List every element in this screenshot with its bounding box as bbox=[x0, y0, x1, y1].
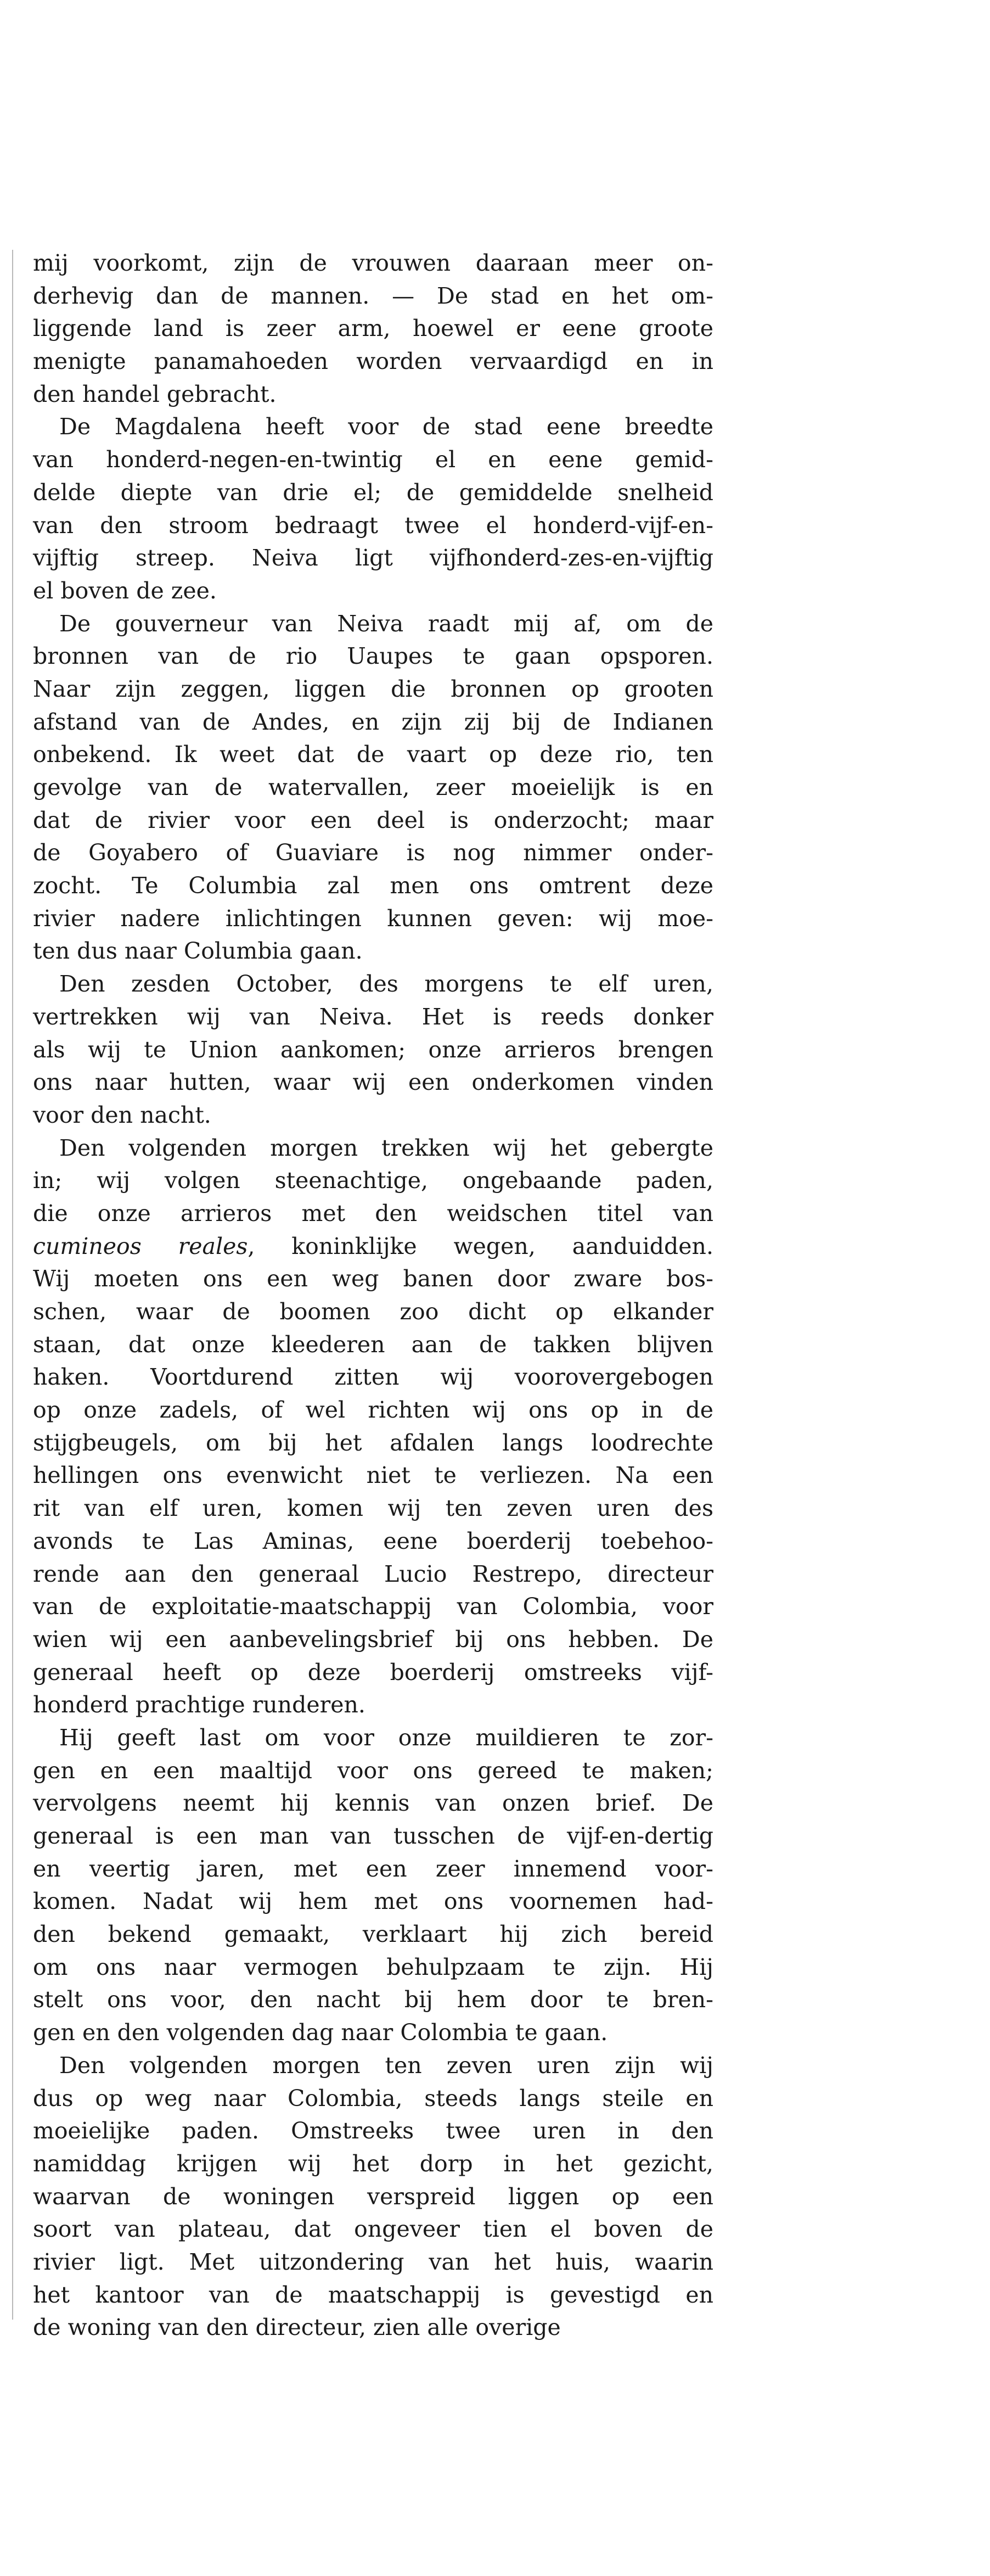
text-line: namiddag krijgen wij het dorp in het gezicht, bbox=[33, 2150, 713, 2177]
text-line: soort van plateau, dat ongeveer tien el boven de bbox=[33, 2216, 713, 2243]
text-line: avonds te Las Aminas, eene boerderij toebehoo- bbox=[33, 1527, 713, 1554]
text-line: menigte panamahoeden worden vervaardigd en in bbox=[33, 348, 713, 375]
paragraph bbox=[33, 1132, 713, 1722]
paragraph bbox=[33, 608, 713, 968]
text-line: den bekend gemaakt, verklaart hij zich bereid bbox=[33, 1921, 713, 1948]
text-line: om ons naar vermogen behulpzaam te zijn. Hij bbox=[33, 1953, 713, 1980]
text-line: generaal is een man van tusschen de vijf-en-dertig bbox=[33, 1823, 713, 1849]
text-line: Wij moeten ons een weg banen door zware bos- bbox=[33, 1265, 713, 1292]
text-line: derhevig dan de mannen. — De stad en het om- bbox=[33, 282, 713, 309]
text-line: bronnen van de rio Uaupes te gaan opsporen. bbox=[33, 643, 713, 670]
text-line: vijftig streep. Neiva ligt vijfhonderd-zes-en-vijftig bbox=[33, 545, 713, 572]
paragraph bbox=[33, 968, 713, 1132]
text-line: voor den nacht. bbox=[33, 1101, 211, 1128]
text-line: ten dus naar Columbia gaan. bbox=[33, 938, 363, 965]
text-line: die onze arrieros met den weidschen titel van bbox=[33, 1200, 713, 1227]
text-line: cumineos reales, koninklijke wegen, aanduidden. bbox=[33, 1233, 713, 1259]
text-line: van de exploitatie-maatschappij van Colombia, voor bbox=[33, 1593, 713, 1620]
text-line: Hij geeft last om voor onze muildieren te zor- bbox=[59, 1724, 713, 1751]
text-line: haken. Voortdurend zitten wij voorovergebogen bbox=[33, 1364, 713, 1391]
text-line: gen en een maaltijd voor ons gereed te maken; bbox=[33, 1757, 713, 1784]
text-line: zocht. Te Columbia zal men ons omtrent deze bbox=[33, 872, 713, 899]
text-line: vertrekken wij van Neiva. Het is reeds donker bbox=[33, 1003, 713, 1030]
text-line: rit van elf uren, komen wij ten zeven uren des bbox=[33, 1495, 713, 1522]
text-line: De gouverneur van Neiva raadt mij af, om de bbox=[59, 610, 713, 637]
text-line: van honderd-negen-en-twintig el en eene gemid- bbox=[33, 446, 713, 473]
text-line: ons naar hutten, waar wij een onderkomen vinden bbox=[33, 1069, 713, 1096]
text-line: staan, dat onze kleederen aan de takken blijven bbox=[33, 1331, 713, 1358]
text-line: onbekend. Ik weet dat de vaart op deze rio, ten bbox=[33, 741, 713, 768]
text-line: delde diepte van drie el; de gemiddelde snelheid bbox=[33, 479, 713, 506]
text-line: Den volgenden morgen trekken wij het gebergte bbox=[59, 1134, 713, 1161]
text-line: en veertig jaren, met een zeer innemend voor- bbox=[33, 1855, 713, 1882]
text-line: gen en den volgenden dag naar Colombia te gaan. bbox=[33, 2019, 608, 2046]
text-line: rivier nadere inlichtingen kunnen geven: wij moe- bbox=[33, 905, 713, 932]
text-line: dat de rivier voor een deel is onderzocht; maar bbox=[33, 807, 713, 833]
text-line: de woning van den directeur, zien alle overige bbox=[33, 2314, 561, 2341]
text-line: wien wij een aanbevelingsbrief bij ons hebben. De bbox=[33, 1626, 713, 1653]
text-line: hellingen ons evenwicht niet te verliezen. Na een bbox=[33, 1462, 713, 1489]
text-line: schen, waar de boomen zoo dicht op elkander bbox=[33, 1298, 713, 1325]
text-line: Den volgenden morgen ten zeven uren zijn wij bbox=[59, 2052, 713, 2079]
text-line: den handel gebracht. bbox=[33, 380, 277, 407]
text-line: Den zesden October, des morgens te elf uren, bbox=[59, 971, 713, 998]
text-line: rivier ligt. Met uitzondering van het huis, waarin bbox=[33, 2248, 713, 2275]
text-line: moeielijke paden. Omstreeks twee uren in den bbox=[33, 2118, 713, 2144]
margin-rule bbox=[12, 250, 13, 2320]
paragraph bbox=[33, 247, 713, 411]
text-line: op onze zadels, of wel richten wij ons op in de bbox=[33, 1397, 713, 1424]
text-line: generaal heeft op deze boerderij omstreeks vijf- bbox=[33, 1659, 713, 1685]
text-line: vervolgens neemt hij kennis van onzen brief. De bbox=[33, 1790, 713, 1817]
text-line: honderd prachtige runderen. bbox=[33, 1692, 365, 1718]
text-line: in; wij volgen steenachtige, ongebaande paden, bbox=[33, 1167, 713, 1194]
text-line: el boven de zee. bbox=[33, 577, 217, 604]
text-line: Naar zijn zeggen, liggen die bronnen op grooten bbox=[33, 675, 713, 702]
text-line: komen. Nadat wij hem met ons voornemen had- bbox=[33, 1888, 713, 1915]
text-line: het kantoor van de maatschappij is gevestigd en bbox=[33, 2281, 713, 2308]
text-line: van den stroom bedraagt twee el honderd-vijf-en- bbox=[33, 512, 713, 539]
paragraph bbox=[33, 2049, 713, 2344]
text-line: afstand van de Andes, en zijn zij bij de Indianen bbox=[33, 708, 713, 735]
text-line: mij voorkomt, zijn de vrouwen daaraan meer on- bbox=[33, 250, 713, 276]
paragraph bbox=[33, 411, 713, 607]
paragraph bbox=[33, 1722, 713, 2049]
text-line: de Goyabero of Guaviare is nog nimmer onder- bbox=[33, 839, 713, 866]
body-text bbox=[33, 247, 713, 2344]
text-line: als wij te Union aankomen; onze arrieros brengen bbox=[33, 1036, 713, 1063]
text-line: dus op weg naar Colombia, steeds langs steile en bbox=[33, 2085, 713, 2112]
text-line: stelt ons voor, den nacht bij hem door te bren- bbox=[33, 1986, 713, 2013]
text-line: liggende land is zeer arm, hoewel er eene groote bbox=[33, 315, 713, 342]
text-line: gevolge van de watervallen, zeer moeielijk is en bbox=[33, 774, 713, 800]
text-line: waarvan de woningen verspreid liggen op een bbox=[33, 2183, 713, 2210]
text-line: rende aan den generaal Lucio Restrepo, directeur bbox=[33, 1560, 713, 1587]
text-line: De Magdalena heeft voor de stad eene breedte bbox=[59, 413, 713, 440]
text-line: stijgbeugels, om bij het afdalen langs loodrechte bbox=[33, 1429, 713, 1456]
